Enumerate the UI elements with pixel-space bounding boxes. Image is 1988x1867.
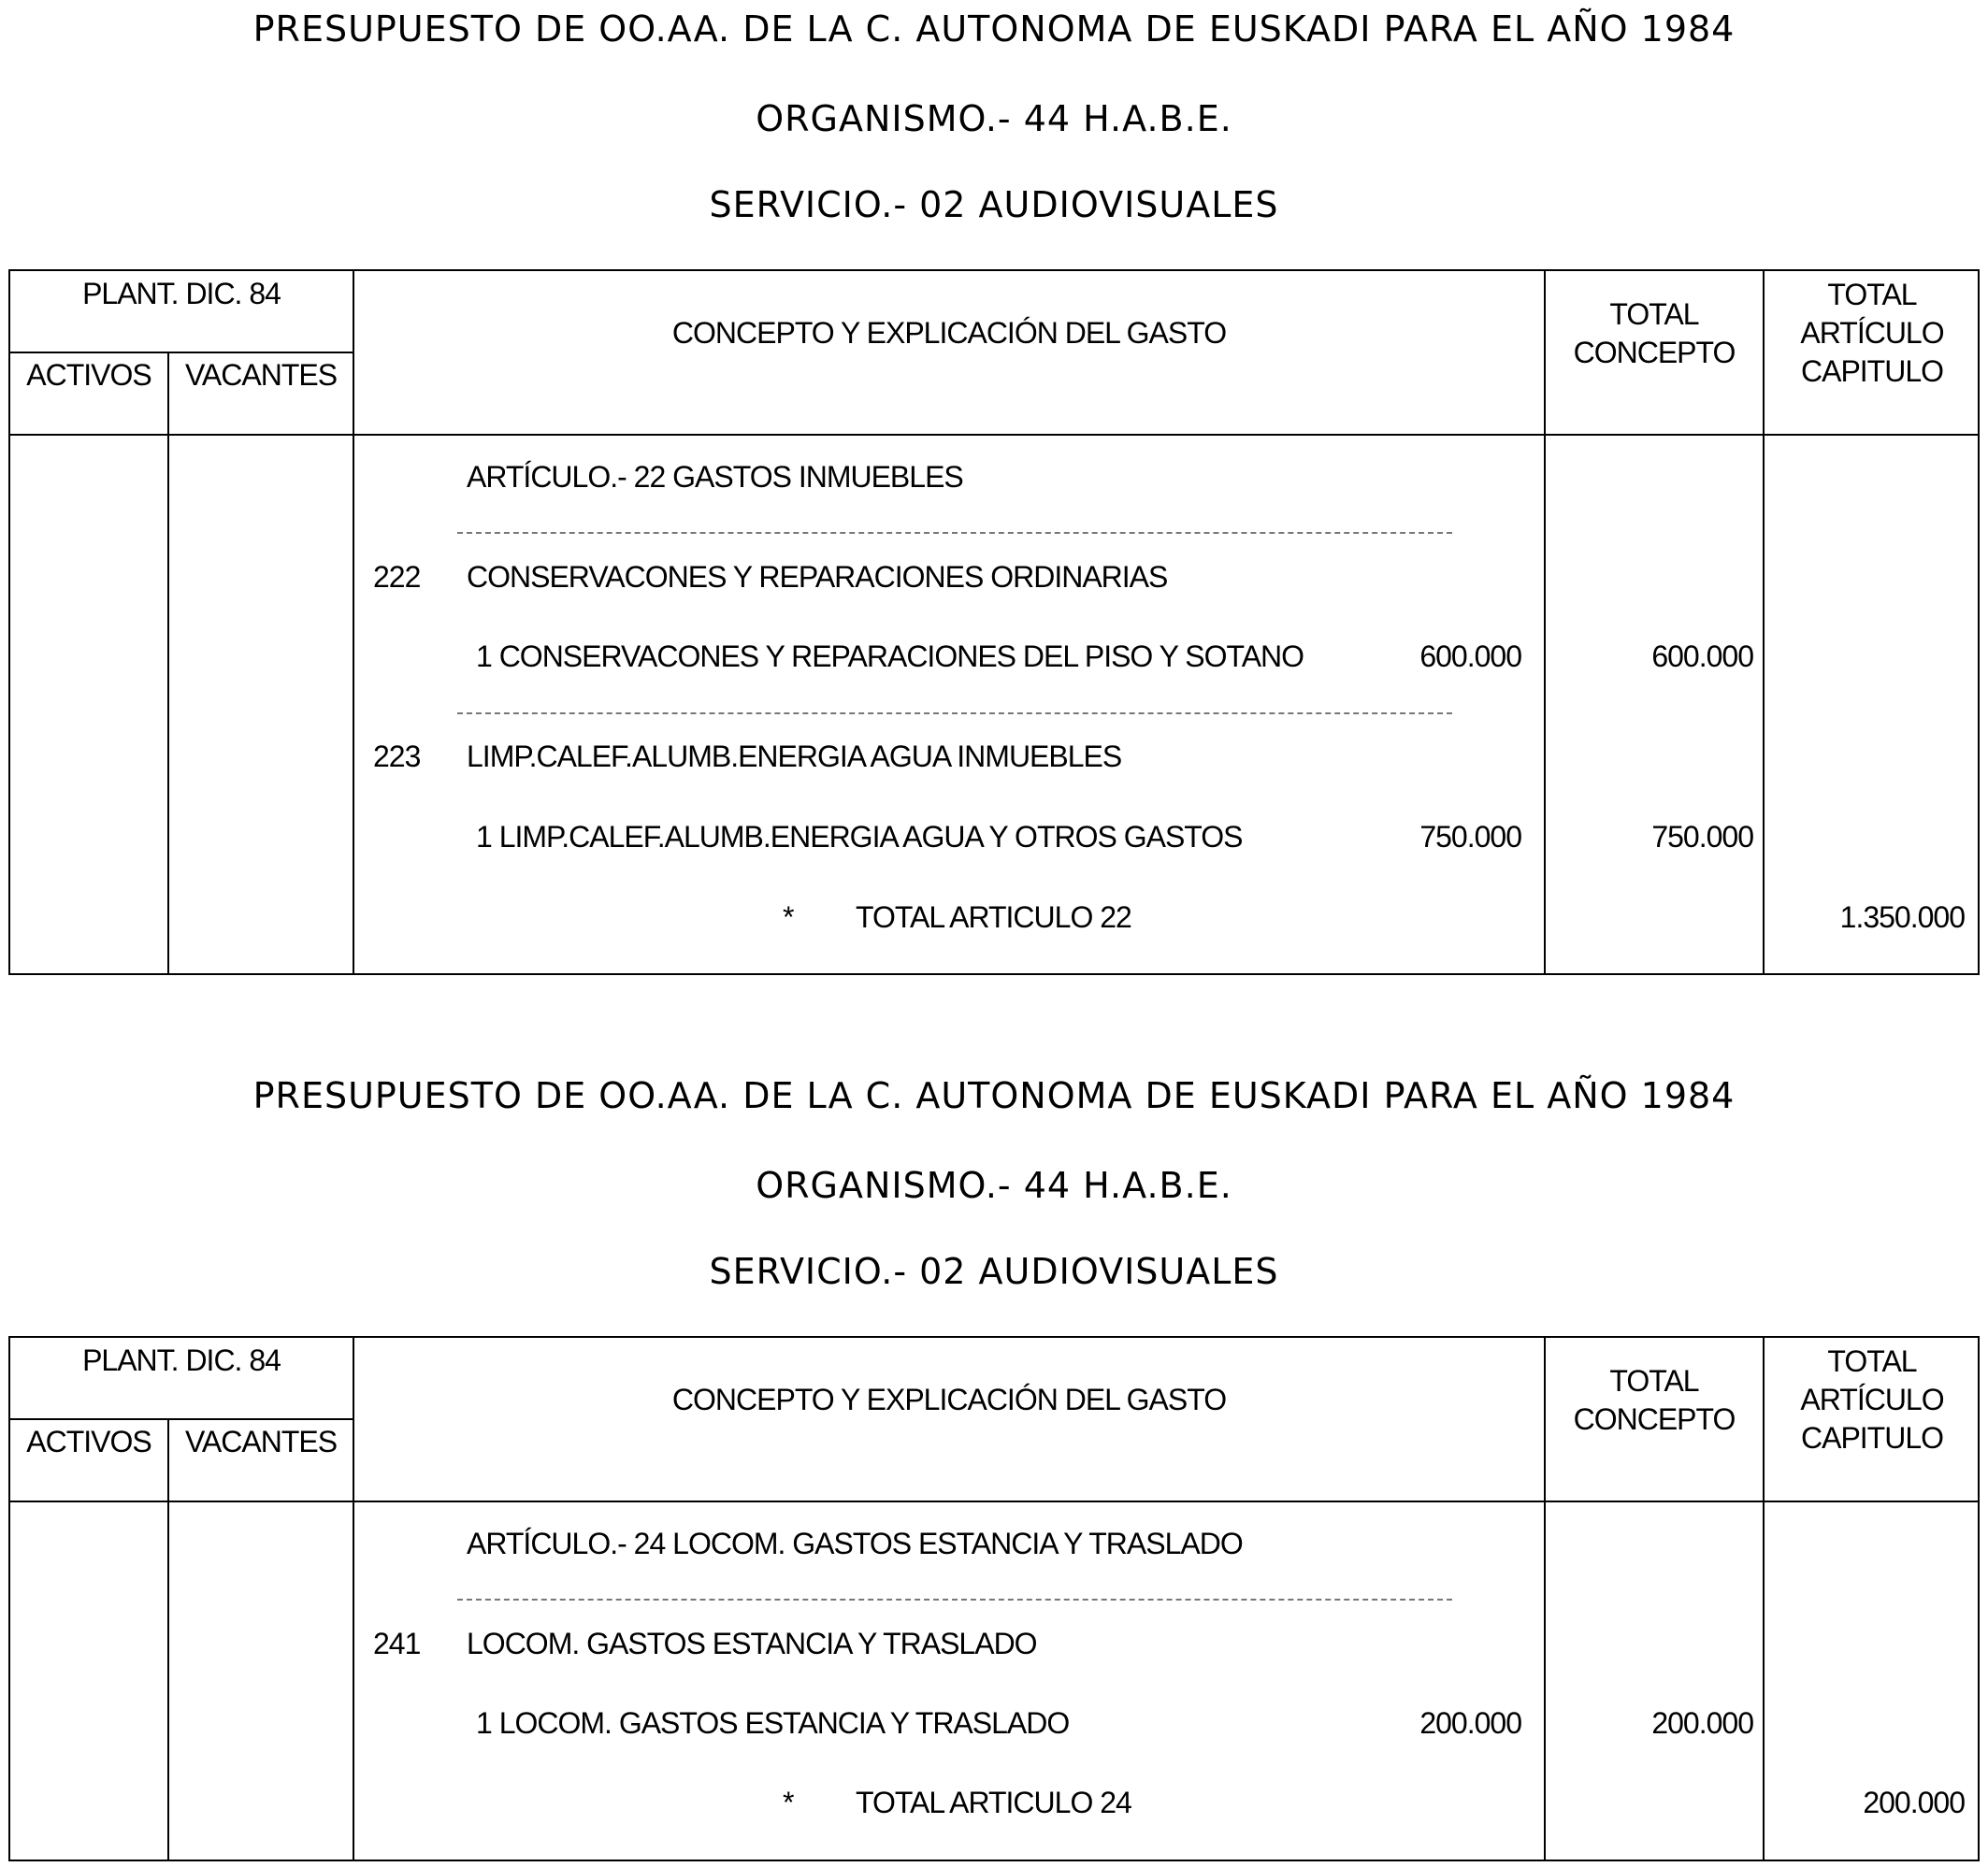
total-articulo-header-line2: ARTÍCULO [1800,316,1944,350]
servicio-heading: SERVICIO.- 02 AUDIOVISUALES [709,1251,1279,1292]
subconcept-name: 1 LIMP.CALEF.ALUMB.ENERGIA AGUA Y OTROS GASTOS [476,820,1243,854]
concepto-header: CONCEPTO Y EXPLICACIÓN DEL GASTO [671,316,1227,350]
budget-section-2 [0,1067,1988,1867]
articulo-heading: ARTÍCULO.- 24 LOCOM. GASTOS ESTANCIA Y TRASLADO [467,1527,1243,1560]
concept-code: 241 [373,1627,421,1660]
total-concepto-header-line1: TOTAL [1609,297,1699,331]
total-concepto-header-line2: CONCEPTO [1573,336,1736,369]
document-title: PRESUPUESTO DE OO.AA. DE LA C. AUTONOMA DE EUSKADI PARA EL AÑO 1984 [252,8,1736,50]
subconcept-amount: 200.000 [1419,1706,1521,1740]
total-star: * [783,900,794,934]
articulo-heading: ARTÍCULO.- 22 GASTOS INMUEBLES [467,460,963,494]
concepto-header: CONCEPTO Y EXPLICACIÓN DEL GASTO [671,1383,1227,1416]
header-subdivider [10,1418,354,1420]
activos-header: ACTIVOS [26,358,151,392]
total-articulo-header-line1: TOTAL [1827,278,1917,311]
dashed-separator [457,532,1452,534]
organismo-heading: ORGANISMO.- 44 H.A.B.E. [756,98,1232,139]
col-divider [167,352,169,975]
total-articulo-header-line3: CAPITULO [1800,354,1944,388]
vacantes-header: VACANTES [184,358,338,392]
col-divider [1544,271,1546,975]
col-divider [353,271,354,975]
total-star: * [783,1786,794,1819]
subconcept-amount: 600.000 [1419,639,1521,673]
total-concepto-value: 200.000 [1651,1706,1753,1740]
concept-name: LIMP.CALEF.ALUMB.ENERGIA AGUA INMUEBLES [467,740,1122,773]
concept-code: 222 [373,560,421,594]
budget-table [8,1336,1980,1861]
concept-name: LOCOM. GASTOS ESTANCIA Y TRASLADO [467,1627,1037,1660]
total-articulo-header-line1: TOTAL [1827,1344,1917,1378]
plant-header: PLANT. DIC. 84 [82,277,281,310]
total-articulo-header-line3: CAPITULO [1800,1421,1944,1455]
total-articulo-label: TOTAL ARTICULO 22 [856,900,1131,934]
header-bottom-rule [10,434,1978,436]
total-articulo-value: 200.000 [1863,1786,1965,1819]
dashed-separator [457,1599,1452,1601]
subconcept-name: 1 LOCOM. GASTOS ESTANCIA Y TRASLADO [476,1706,1070,1740]
servicio-heading: SERVICIO.- 02 AUDIOVISUALES [709,184,1279,225]
concept-code: 223 [373,740,421,773]
total-concepto-value: 750.000 [1651,820,1753,854]
header-bottom-rule [10,1501,1978,1502]
subconcept-name: 1 CONSERVACONES Y REPARACIONES DEL PISO Y SOTANO [476,639,1304,673]
total-articulo-label: TOTAL ARTICULO 24 [856,1786,1131,1819]
total-concepto-header-line1: TOTAL [1609,1364,1699,1398]
col-divider [167,1418,169,1861]
header-subdivider [10,352,354,353]
total-articulo-value: 1.350.000 [1839,900,1965,934]
total-articulo-header-line2: ARTÍCULO [1800,1383,1944,1416]
total-concepto-value: 600.000 [1651,639,1753,673]
plant-header: PLANT. DIC. 84 [82,1343,281,1377]
dashed-separator [457,712,1452,714]
col-divider [353,1338,354,1861]
organismo-heading: ORGANISMO.- 44 H.A.B.E. [756,1165,1232,1206]
document-title: PRESUPUESTO DE OO.AA. DE LA C. AUTONOMA DE EUSKADI PARA EL AÑO 1984 [252,1075,1736,1116]
subconcept-amount: 750.000 [1419,820,1521,854]
activos-header: ACTIVOS [26,1425,151,1458]
vacantes-header: VACANTES [184,1425,338,1458]
col-divider [1763,1338,1765,1861]
concept-name: CONSERVACONES Y REPARACIONES ORDINARIAS [467,560,1168,594]
total-concepto-header-line2: CONCEPTO [1573,1402,1736,1436]
budget-table [8,269,1980,975]
